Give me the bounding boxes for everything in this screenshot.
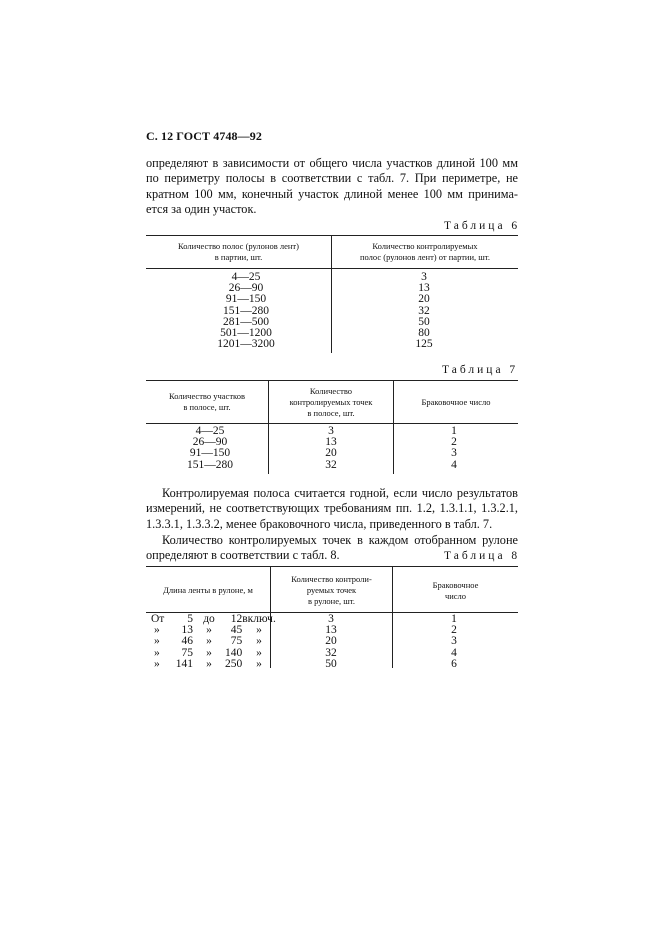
table-cell: 26—90 [228, 282, 264, 295]
table-cell: 1 [451, 613, 457, 625]
table7-col1-values [160, 426, 260, 471]
table8-col3-header: Браковочное число [432, 580, 479, 601]
table-cell: 3 [421, 271, 427, 283]
table-cell: 50 [325, 657, 337, 670]
table-cell: 6 [451, 657, 457, 670]
table-cell: 4—25 [231, 271, 261, 283]
paragraph-2 [146, 486, 518, 532]
table-cell: 501—1200 [220, 327, 272, 340]
table-cell: 151—280 [187, 458, 233, 471]
table8-length-column [151, 614, 276, 670]
table-cell: 20 [418, 293, 430, 306]
table-row: От 5 до 12 включ. [151, 613, 276, 625]
table-cell: 13 [325, 624, 337, 637]
table6-col2-header: Количество контролируемых полос (рулонов лент) от партии, шт. [359, 241, 491, 262]
table-cell: 281—500 [223, 315, 269, 328]
table6-col2-values [382, 272, 466, 350]
table-cell: 91—150 [225, 293, 267, 306]
paragraph-line: 1.3.3.1, 1.3.3.2, менее браковочного числа, приведенного в табл. 7. [146, 516, 493, 531]
table-cell: 91—150 [189, 447, 231, 460]
table-cell: 1201—3200 [217, 338, 275, 351]
table-cell: 13 [418, 282, 430, 295]
paragraph-line: определяют в соответствии с табл. 8. [146, 548, 340, 563]
table-cell: 1 [451, 425, 457, 437]
paragraph-line: Контролируемая полоса считается годной, если число результатов [162, 486, 518, 500]
table-cell: 20 [325, 635, 337, 648]
table7-col2-values [291, 426, 371, 471]
paragraph-line: измерений, не соответствующих требованиям пп. 1.2, 1.3.1.1, 1.3.2.1, [146, 501, 518, 516]
table-cell: 50 [418, 315, 430, 328]
table-cell: 32 [325, 646, 337, 659]
table-cell: 3 [328, 613, 334, 625]
table6-caption: Таблица 6 [444, 220, 521, 232]
table7-caption: Таблица 7 [442, 364, 519, 376]
table-cell: 20 [325, 447, 337, 460]
table6-col1-values [146, 272, 346, 350]
table8-col3-values [414, 614, 494, 670]
table-cell: 151—280 [223, 304, 269, 317]
paragraph-line: определяют в зависимости от общего числа участков длиной 100 мм [146, 156, 518, 170]
table-cell: 2 [451, 436, 457, 449]
table-cell: 4 [451, 646, 457, 659]
table-cell: 4—25 [195, 425, 225, 437]
table-row: » 75 » 140 » [154, 646, 262, 659]
table-row: » 141 » 250 » [154, 657, 262, 670]
table-cell: 3 [451, 635, 457, 648]
table-cell: 3 [328, 425, 334, 437]
table-row: » 46 » 75 » [154, 635, 262, 648]
table8-col2-header: Количество контроли- руемых точек в рулоне, шт. [291, 574, 372, 606]
table7-col3-header: Браковочное число [421, 397, 491, 407]
page-header: С. 12 ГОСТ 4748—92 [146, 129, 262, 143]
table-cell: 13 [325, 436, 337, 449]
table8-col1-header: Длина ленты в рулоне, м [163, 585, 253, 595]
table8-col2-values [291, 614, 371, 670]
paragraph-line: кратном 100 мм, конечный участок длиной менее 100 мм принима- [146, 186, 518, 201]
table-cell: 26—90 [192, 436, 228, 449]
paragraph-line: по периметру полосы в соответствии с табл. 7. При периметре, не [146, 171, 518, 186]
table-cell: 125 [415, 338, 433, 351]
table-row: » 13 » 45 » [154, 624, 262, 637]
paragraph-line: Количество контролируемых точек в каждом отобранном рулоне [162, 533, 518, 547]
table6-col1-header: Количество полос (рулонов лент) в партии, шт. [178, 241, 299, 262]
table-cell: 3 [451, 447, 457, 460]
paragraph-line: ется за один участок. [146, 201, 257, 216]
table-cell: 2 [451, 624, 457, 637]
table-cell: 32 [325, 458, 337, 471]
table-cell: 32 [418, 304, 430, 317]
table8-caption: Таблица 8 [444, 550, 521, 562]
table7-col3-values [414, 426, 494, 471]
paragraph-1 [146, 156, 518, 217]
table-cell: 80 [418, 327, 430, 340]
table7-col1-header: Количество участков в полосе, шт. [169, 391, 245, 412]
table7-col2-header: Количество контролируемых точек в полосе, шт. [289, 386, 373, 418]
table-cell: 4 [451, 458, 457, 471]
